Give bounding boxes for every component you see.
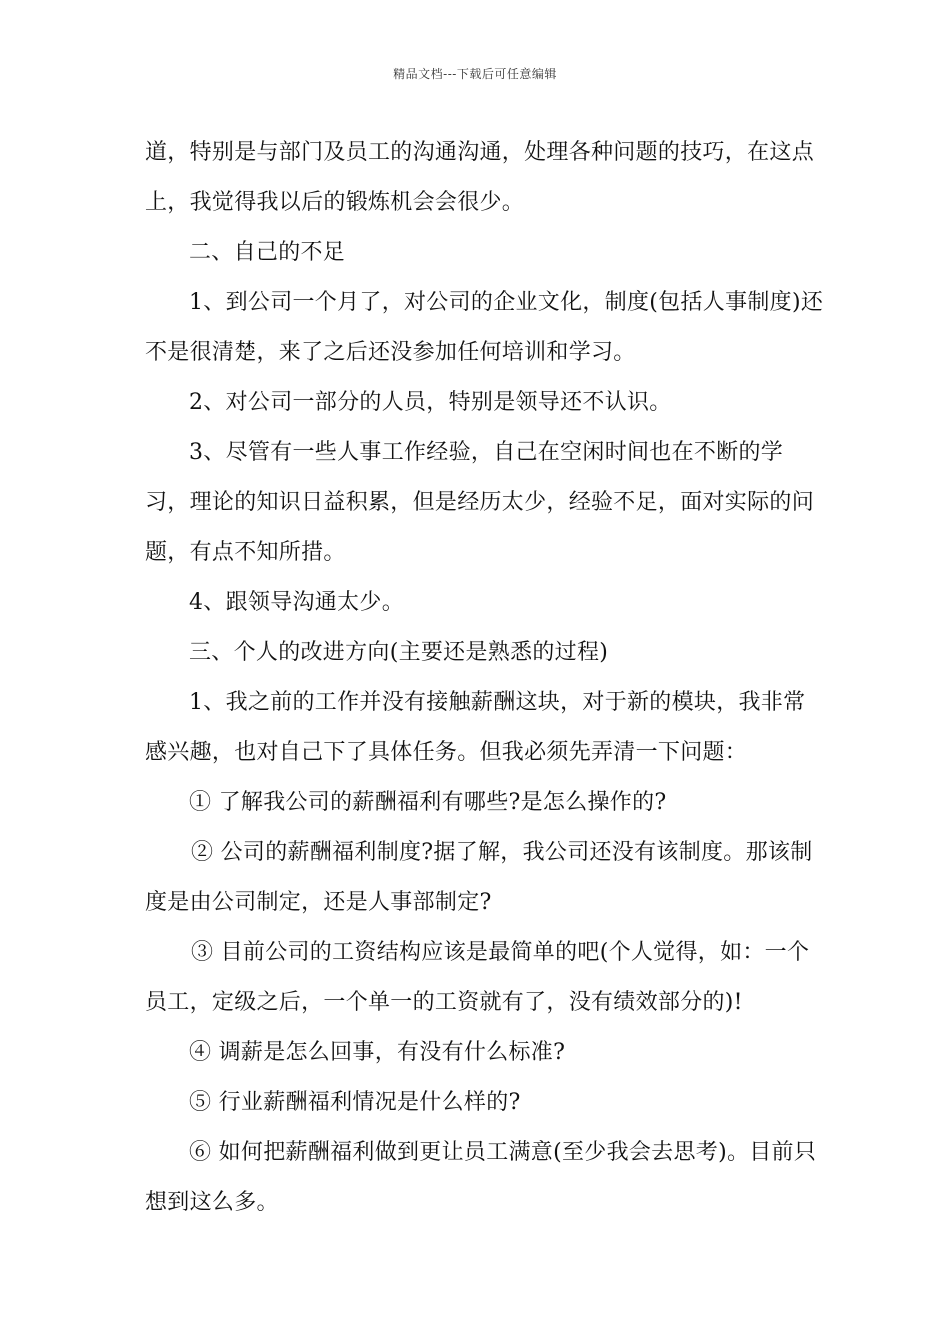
document-body <box>145 128 825 1228</box>
paragraph-shortcoming-3: 3、尽管有一些人事工作经验，自己在空闲时间也在不断的学习，理论的知识日益积累，但是经历太少，经验不足，面对实际的问题，有点不知所措。 <box>145 440 815 565</box>
list-item-question-1: ① 了解我公司的薪酬福利有哪些?是怎么操作的? <box>189 790 667 815</box>
paragraph-shortcoming-2: 2、对公司一部分的人员，特别是领导还不认识。 <box>189 390 672 415</box>
list-item-question-4: ④ 调薪是怎么回事，有没有什么标准? <box>189 1040 566 1065</box>
section-heading-shortcomings: 二、自己的不足 <box>189 240 346 265</box>
list-item-question-2: ② 公司的薪酬福利制度?据了解，我公司还没有该制度。那该制度是由公司制定，还是人事部制定? <box>145 840 813 915</box>
section-heading-improvement: 三、个人的改进方向(主要还是熟悉的过程) <box>189 640 609 665</box>
list-item-question-5: ⑤ 行业薪酬福利情况是什么样的? <box>189 1090 521 1115</box>
list-item-question-3: ③ 目前公司的工资结构应该是最简单的吧(个人觉得，如：一个员工，定级之后，一个单一的工资就有了，没有绩效部分的)! <box>145 940 810 1015</box>
paragraph-improvement-1: 1、我之前的工作并没有接触薪酬这块，对于新的模块，我非常感兴趣，也对自己下了具体任务。但我必须先弄清一下问题： <box>145 690 806 765</box>
paragraph-shortcoming-4: 4、跟领导沟通太少。 <box>189 590 404 615</box>
list-item-question-6: ⑥ 如何把薪酬福利做到更让员工满意(至少我会去思考)。目前只想到这么多。 <box>145 1140 817 1215</box>
paragraph-shortcoming-1: 1、到公司一个月了，对公司的企业文化，制度(包括人事制度)还不是很清楚，来了之后还没参加任何培训和学习。 <box>145 290 824 365</box>
paragraph-intro-continuation: 道，特别是与部门及员工的沟通沟通，处理各种问题的技巧，在这点上，我觉得我以后的锻炼机会会很少。 <box>145 140 815 215</box>
page-header: 精品文档---下载后可任意编辑 <box>393 67 557 81</box>
